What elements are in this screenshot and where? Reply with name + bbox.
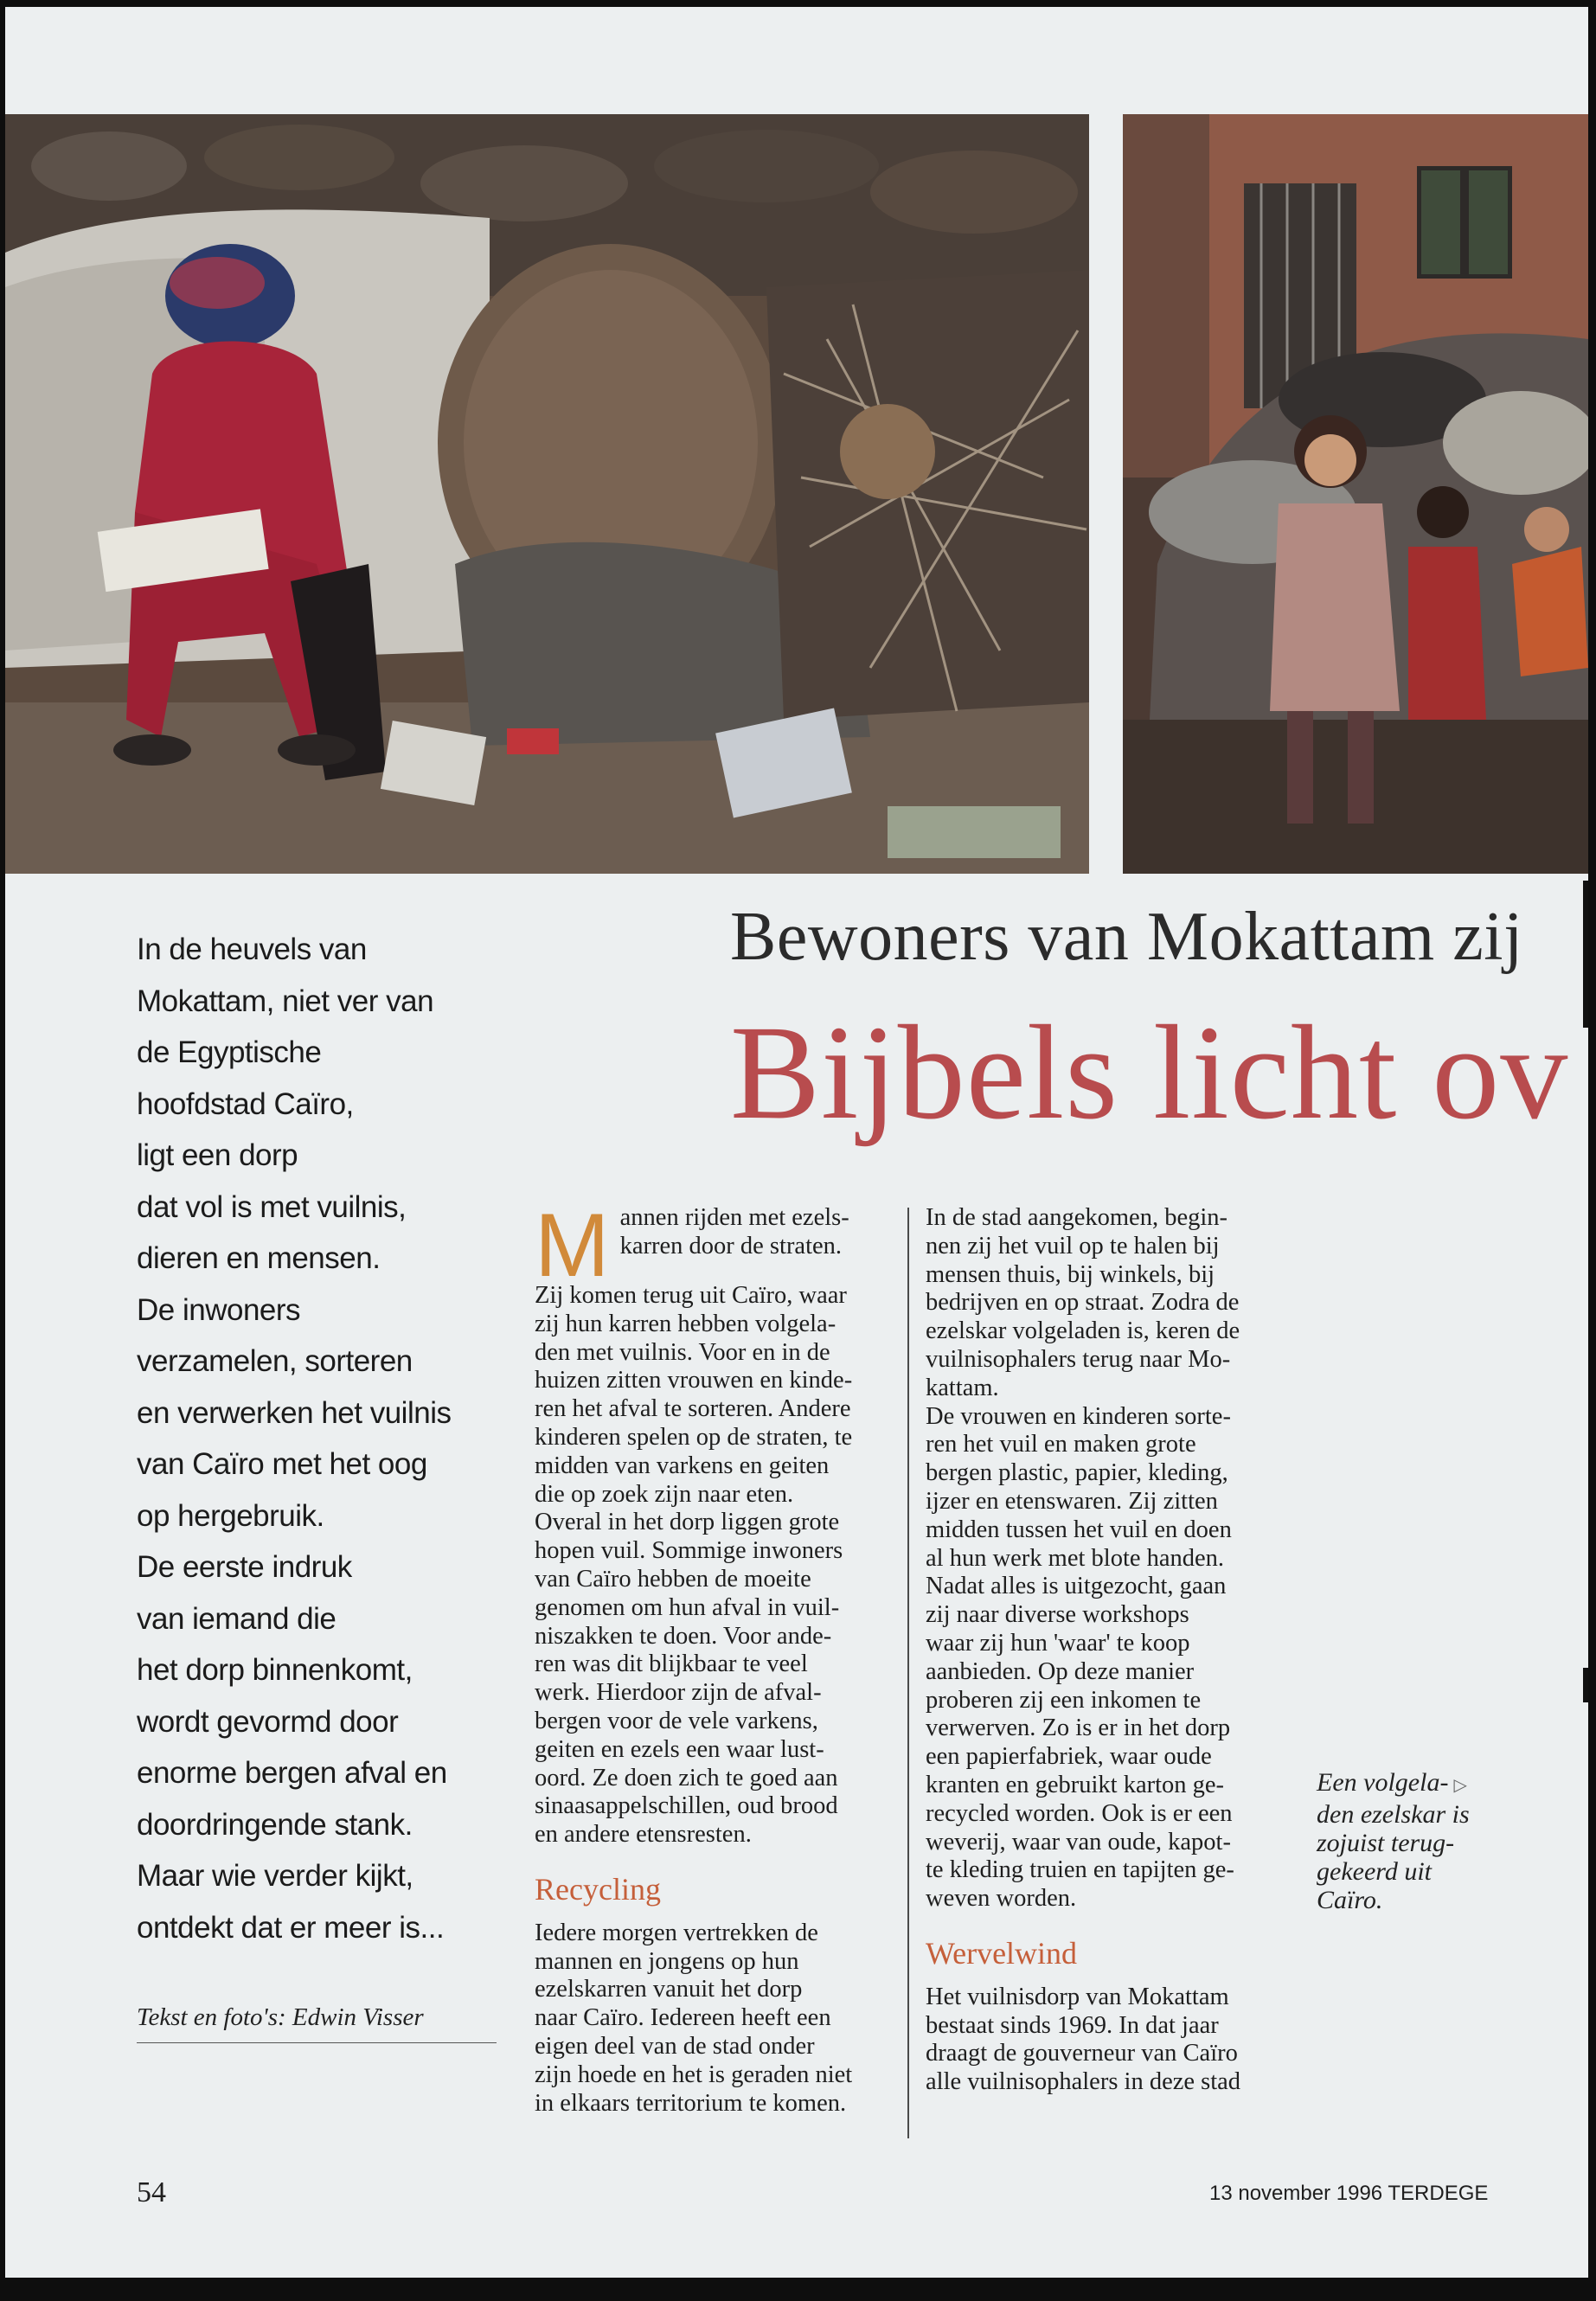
section-heading-wervelwind: Wervelwind [926, 1935, 1078, 1971]
intro-line: In de heuvels van [137, 933, 367, 966]
body-line: niszakken te doen. Voor ande- [535, 1622, 832, 1650]
intro-line: op hergebruik. [137, 1498, 324, 1533]
photo-children-in-street [1123, 114, 1588, 874]
intro-line: dat vol is met vuilnis, [137, 1189, 407, 1224]
scan-edge-mark [1583, 881, 1588, 1028]
intro-line: doordringende stank. [137, 1807, 413, 1842]
intro-line: van Caïro met het oog [137, 1447, 427, 1481]
intro-line: ontdekt dat er meer is... [137, 1910, 445, 1945]
body-line: huizen zitten vrouwen en kinde- [535, 1367, 853, 1394]
intro-line: het dorp binnenkomt, [137, 1653, 413, 1687]
body-line: Zij komen terug uit Caïro, waar [535, 1282, 847, 1309]
page-number: 54 [137, 2176, 166, 2208]
body-line: ijzer en etenswaren. Zij zitten [926, 1487, 1218, 1515]
body-line: recycled worden. Ook is er een [926, 1799, 1233, 1827]
intro-line: De inwoners [137, 1292, 301, 1327]
body-line: zij naar diverse workshops [926, 1601, 1189, 1629]
body-line: bedrijven en op straat. Zodra de [926, 1289, 1240, 1317]
body-line: kinderen spelen op de straten, te [535, 1423, 853, 1451]
author-credit: Tekst en foto's: Edwin Visser [137, 2003, 497, 2043]
caption-line: zojuist terug- [1317, 1829, 1455, 1857]
body-line: alle vuilnisophalers in deze stad [926, 2068, 1241, 2096]
body-line: hopen vuil. Sommige inwoners [535, 1537, 843, 1565]
body-line: bestaat sinds 1969. In dat jaar [926, 2011, 1219, 2039]
body-line: weven worden. [926, 1885, 1077, 1913]
body-line: oord. Ze doen zich te goed aan [535, 1764, 838, 1791]
scan-edge-mark [1583, 1668, 1588, 1702]
body-line: kranten en gebruikt karton ge- [926, 1771, 1225, 1798]
body-line: bergen voor de vele varkens, [535, 1707, 818, 1734]
caption-line: Een volgela- [1317, 1768, 1449, 1797]
intro-line: ligt een dorp [137, 1138, 298, 1172]
body-line: kattam. [926, 1374, 999, 1401]
body-column-1 [535, 1195, 889, 2118]
intro-line: Mokattam, niet ver van [137, 984, 434, 1018]
magazine-page [5, 7, 1588, 2278]
body-line: vuilnisophalers terug naar Mo- [926, 1345, 1231, 1373]
body-line: Iedere morgen vertrekken de [535, 1919, 818, 1946]
body-line: karren door de straten. [619, 1232, 843, 1259]
body-line: aanbieden. Op deze manier [926, 1657, 1195, 1685]
intro-line: De eerste indruk [137, 1550, 352, 1584]
body-line: werk. Hierdoor zijn de afval- [535, 1679, 822, 1707]
body-column-2 [926, 1204, 1289, 2097]
body-line: midden tussen het vuil en doen [926, 1516, 1232, 1543]
body-line: zij hun karren hebben volgela- [535, 1310, 836, 1337]
body-line: te kleding truien en tapijten ge- [926, 1856, 1234, 1884]
body-line: De vrouwen en kinderen sorte- [926, 1402, 1231, 1430]
article-subhead: Bewoners van Mokattam zij [730, 899, 1523, 975]
body-line: een papierfabriek, waar oude [926, 1743, 1212, 1771]
body-line: naar Caïro. Iedereen heeft een [535, 2004, 831, 2032]
body-line: ren was dit blijkbaar te veel [535, 1650, 808, 1678]
body-line: nen zij het vuil op te halen bij [926, 1232, 1220, 1259]
caption-line: gekeerd uit [1317, 1857, 1432, 1886]
caption-arrow-icon: ▷ [1453, 1776, 1467, 1795]
body-line: annen rijden met ezels- [619, 1204, 849, 1231]
intro-line: de Egyptische [137, 1035, 322, 1069]
column-divider [907, 1208, 909, 2138]
page-footer: 13 november 1996 TERDEGE [1209, 2182, 1489, 2205]
intro-line: enorme bergen afval en [137, 1756, 447, 1790]
article-headline: Bijbels licht ov [730, 997, 1569, 1147]
intro-line: van iemand die [137, 1601, 337, 1636]
intro-line: wordt gevormd door [137, 1704, 399, 1739]
body-line: waar zij hun 'waar' te koop [926, 1629, 1190, 1657]
body-line: van Caïro hebben de moeite [535, 1565, 811, 1593]
caption-line: Caïro. [1317, 1886, 1383, 1914]
photo-caption [1317, 1768, 1524, 1914]
body-line: proberen zij een inkomen te [926, 1686, 1202, 1714]
body-line: eigen deel van de stad onder [535, 2032, 815, 2060]
body-line: ezelskarren vanuit het dorp [535, 1976, 803, 2003]
intro-text [137, 924, 517, 1953]
intro-line: en verwerken het vuilnis [137, 1395, 452, 1430]
body-line: en andere etensresten. [535, 1821, 752, 1849]
body-line: mensen thuis, bij winkels, bij [926, 1260, 1215, 1288]
body-line: ezelskar volgeladen is, keren de [926, 1317, 1240, 1345]
body-line: draagt de gouverneur van Caïro [926, 2040, 1238, 2067]
intro-line: Maar wie verder kijkt, [137, 1859, 413, 1893]
body-line: bergen plastic, papier, kleding, [926, 1459, 1228, 1487]
body-line: al hun werk met blote handen. [926, 1544, 1225, 1572]
body-line: mannen en jongens op hun [535, 1947, 799, 1975]
body-line: geiten en ezels een waar lust- [535, 1735, 824, 1763]
body-line: Het vuilnisdorp van Mokattam [926, 1983, 1229, 2010]
body-line: In de stad aangekomen, begin- [926, 1204, 1227, 1231]
body-line: zijn hoede en het is geraden niet [535, 2061, 853, 2088]
intro-line: hoofdstad Caïro, [137, 1086, 354, 1121]
body-line: weverij, waar van oude, kapot- [926, 1828, 1231, 1856]
body-line: in elkaars territorium te komen. [535, 2089, 847, 2117]
intro-line: dieren en mensen. [137, 1241, 381, 1275]
body-line: Nadat alles is uitgezocht, gaan [926, 1573, 1227, 1600]
body-line: ren het afval te sorteren. Andere [535, 1395, 851, 1423]
body-line: die op zoek zijn naar eten. [535, 1480, 794, 1508]
photo-woman-with-garbage [5, 114, 1089, 874]
body-line: genomen om hun afval in vuil- [535, 1593, 840, 1621]
body-line: verwerven. Zo is er in het dorp [926, 1715, 1231, 1742]
body-line: sinaasappelschillen, oud brood [535, 1792, 838, 1820]
body-line: Overal in het dorp liggen grote [535, 1509, 840, 1536]
section-heading-recycling: Recycling [535, 1871, 661, 1907]
drop-cap: M [535, 1195, 610, 1296]
intro-line: verzamelen, sorteren [137, 1344, 413, 1378]
body-line: den met vuilnis. Voor en in de [535, 1338, 830, 1366]
body-line: midden van varkens en geiten [535, 1452, 830, 1479]
body-line: ren het vuil en maken grote [926, 1431, 1196, 1458]
caption-line: den ezelskar is [1317, 1800, 1470, 1829]
